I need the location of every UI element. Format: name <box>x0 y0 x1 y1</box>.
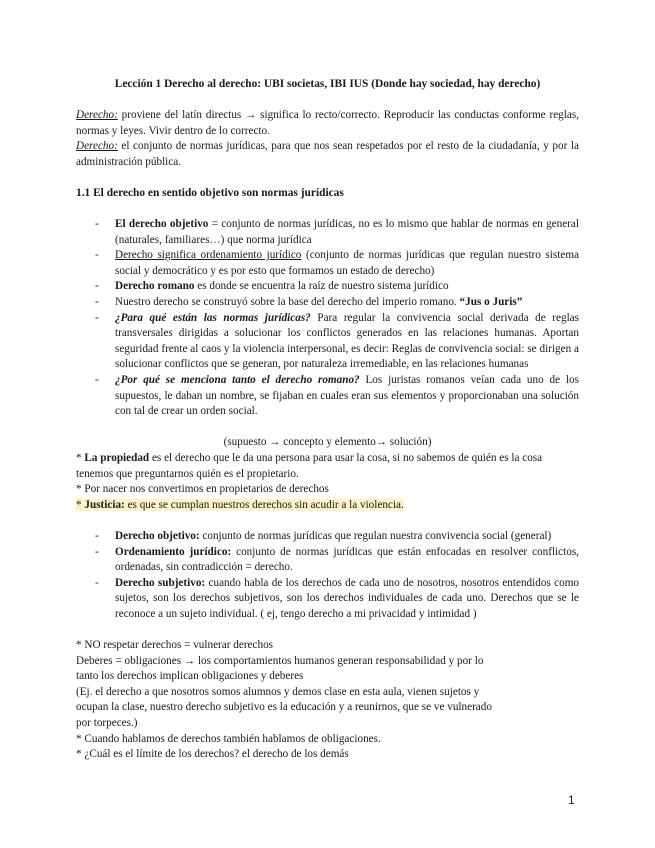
intro-paragraph-1 <box>76 108 579 139</box>
list-item-text: Los juristas romanos veían cada uno de los supuestos, le daban un nombre, se fijaban en cuales eran sus elementos y proporcionaban una solución con tal de crear un orden social. <box>115 373 579 418</box>
list-item-text: (conjunto de normas jurídicas que regulan nuestro sistema social y democrático y es por esto que formamos un estado de derecho) <box>115 249 579 277</box>
note-term: Justicia: <box>84 498 125 511</box>
list-item <box>95 311 579 373</box>
bullet-dash: - <box>95 545 99 558</box>
list-item-term: Derecho significa ordenamiento jurídico <box>115 249 302 262</box>
intro-term-1: Derecho: <box>76 109 118 121</box>
definitions-list <box>95 217 579 420</box>
list-item <box>95 373 579 420</box>
list-item-term: El derecho objetivo <box>115 218 209 230</box>
intro-text-2: el conjunto de normas jurídicas, para que nos sean respetados por el resto de la ciudadanía, y por la administración pública. <box>76 140 579 168</box>
list-item-term: “Jus o Juris” <box>459 295 523 308</box>
list-item-text: cuando habla de los derechos de cada uno de nosotros, nosotros entendidos como sujetos, son los derechos subjetivos, son los derechos individuales de cada uno. Derechos que se le reconoce a un sujeto individual. ( ej, tengo derecho a mi privacidad y intimidad ) <box>115 576 580 620</box>
intro-paragraph-2 <box>76 139 579 170</box>
list-item-text: es donde se encuentra la raíz de nuestro sistema jurídico <box>194 280 449 293</box>
note-line: (Ej. el derecho a que nosotros somos alumnos y demos clase en esta aula, vienen sujetos y <box>76 685 480 698</box>
note-line: por torpeces.) <box>76 716 138 729</box>
list-item-term: Ordenamiento jurídico: <box>115 545 232 558</box>
note-line: tanto los derechos implican obligaciones y deberes <box>76 670 304 683</box>
list-item <box>95 295 579 311</box>
bullet-dash: - <box>95 280 99 293</box>
note-line: * ¿Cuál es el límite de los derechos? el derecho de los demás <box>76 748 349 761</box>
notes-block-1 <box>76 451 579 513</box>
bullet-dash: - <box>95 576 99 589</box>
note-property-line-b: tenemos que preguntarnos quién es el propietario. <box>76 467 299 480</box>
bullet-dash: - <box>95 249 99 262</box>
list-item <box>95 248 579 279</box>
note-star: * <box>76 452 85 464</box>
note-term: La propiedad <box>84 452 150 464</box>
formula-line: (supuesto → concepto y elemento→ solución) <box>223 436 432 448</box>
list-item-term: Derecho subjetivo: <box>115 576 206 589</box>
intro-term-2: Derecho: <box>76 140 118 152</box>
concepts-list <box>95 529 579 623</box>
list-item-term: ¿Para qué están las normas jurídicas? <box>115 311 311 324</box>
page-title: Lección 1 Derecho al derecho: UBI societas, IBI IUS (Donde hay sociedad, hay derecho) <box>114 78 541 90</box>
list-item-text: Nuestro derecho se construyó sobre la base del derecho del imperio romano. <box>115 295 460 308</box>
section-heading: 1.1 El derecho en sentido objetivo son normas jurídicas <box>76 187 344 199</box>
list-item-text: Para regular la convivencia social derivada de reglas transversales dirigidas a solucionar los conflictos generados en las relaciones humanas. Aportan seguridad frente al caos y la violencia interpersonal, es decir: Reglas de convivencia social: se dirigen a solucionar conflictos que se generan, por naturaleza irremediable, en las relaciones humanas <box>115 311 579 371</box>
note-line: * Cuando hablamos de derechos también hablamos de obligaciones. <box>76 732 381 745</box>
bullet-dash: - <box>95 295 99 308</box>
note-text: es que se cumplan nuestros derechos sin acudir a la violencia. <box>124 498 404 511</box>
bullet-dash: - <box>95 373 99 386</box>
list-item-term: Derecho romano <box>115 280 195 293</box>
list-item <box>95 529 579 545</box>
note-text: es el derecho que le da una persona para usar la cosa, si no sabemos de quién es la cosa <box>149 452 543 464</box>
note-line: Deberes = obligaciones → los comportamientos humanos generan responsabilidad y por lo <box>76 654 484 667</box>
bullet-dash: - <box>95 311 99 324</box>
list-item <box>95 545 579 576</box>
list-item-term: ¿Por qué se menciona tanto el derecho romano? <box>115 373 360 386</box>
list-item <box>95 576 579 623</box>
list-item-text: = conjunto de normas jurídicas, no es lo mismo que hablar de normas en general (naturales, familiares…) que norma jurídica <box>115 218 579 246</box>
bullet-dash: - <box>95 530 99 542</box>
note-star: * <box>76 498 85 511</box>
intro-text-1: proviene del latín directus → significa lo recto/correcto. Reproducir las conductas conforme reglas, normas y leyes. Vivir dentro de lo correcto. <box>76 109 579 137</box>
list-item-text: conjunto de normas jurídicas que están enfocadas en resolver conflictos, ordenadas, sin contradicción = derecho. <box>115 545 579 574</box>
note-rights-line: * Por nacer nos convertimos en propietarios de derechos <box>76 483 329 496</box>
page-number: 1 <box>568 793 575 807</box>
list-item-term: Derecho objetivo: <box>115 530 200 542</box>
bullet-dash: - <box>95 218 99 230</box>
note-property-line-a <box>76 451 579 467</box>
list-item <box>95 279 579 295</box>
list-item <box>95 217 579 248</box>
note-justice-line <box>76 498 579 514</box>
list-item-text: conjunto de normas jurídicas que regulan nuestra convivencia social (general) <box>199 530 552 542</box>
notes-block-2 <box>76 638 579 763</box>
note-line: ocupan la clase, nuestro derecho subjetivo es la educación y a reunirnos, que se ve vulnerado <box>76 701 492 714</box>
note-line: * NO respetar derechos = vulnerar derechos <box>76 639 274 651</box>
